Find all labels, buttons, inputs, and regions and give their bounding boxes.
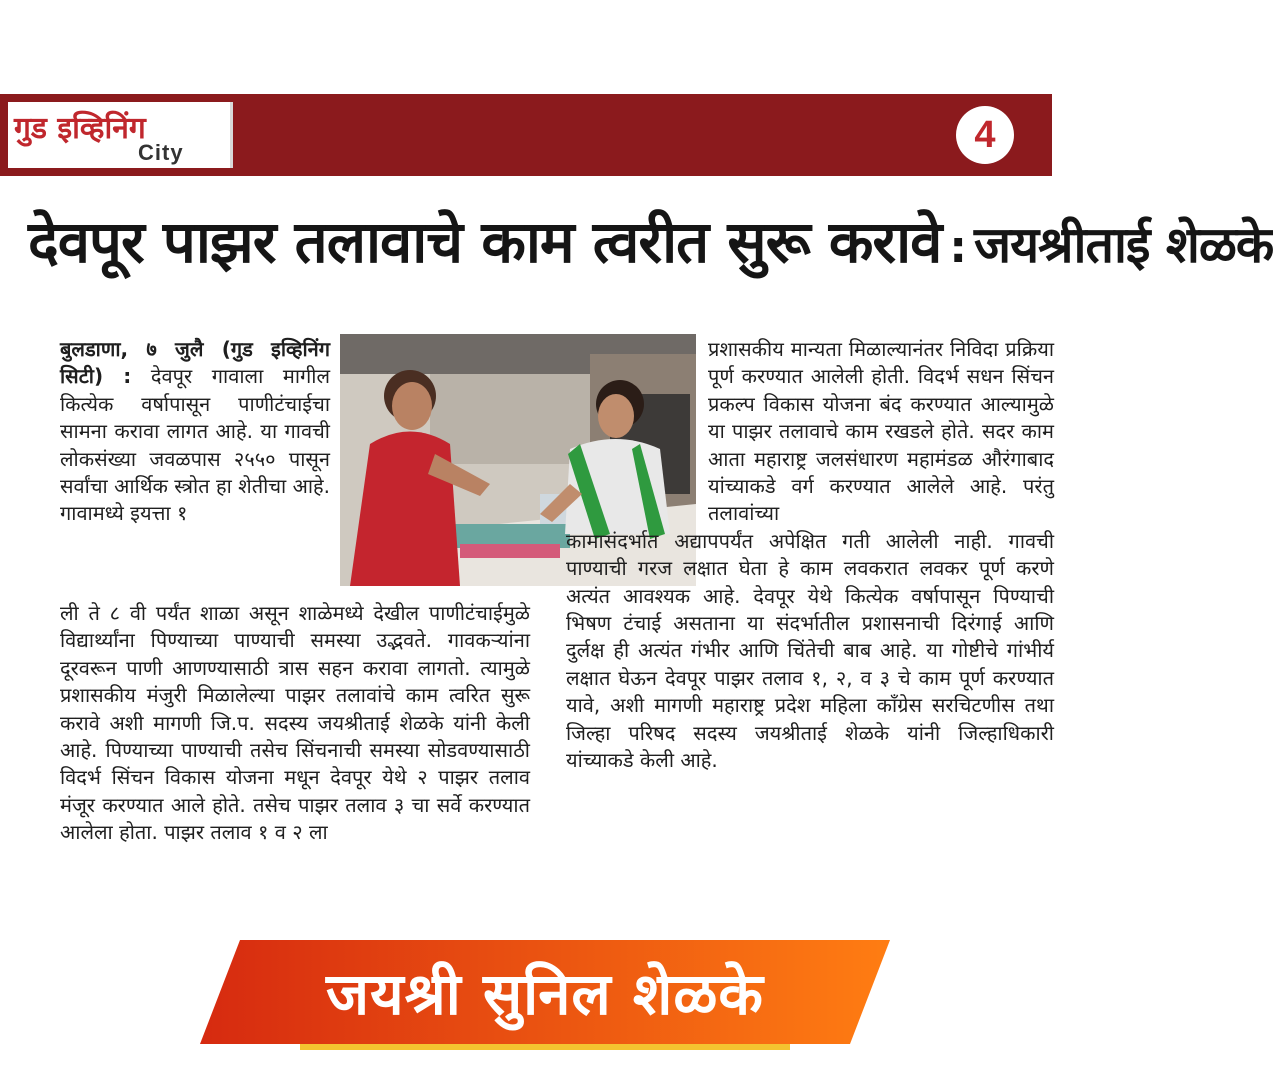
logo-title: गुड इव्हिनिंग — [14, 111, 146, 146]
headline-separator: : — [949, 222, 967, 273]
article-left-bottom-text: ली ते ८ वी पर्यंत शाळा असून शाळेमध्ये देखील पाणीटंचाईमुळे विद्यार्थ्यांना पिण्याच्या पाण्याची समस्या उद्भवते. गावकऱ्यांना दूरवरून पाणी आणण्यासाठी त्रास सहन करावा लागतो. त्यामुळे प्रशासकीय मंजुरी मिळालेल्या पाझर तलावांचे काम त्वरित सुरू करावे अशी मागणी जि.प. सदस्य जयश्रीताई शेळके यांनी केली आहे. पिण्याच्या पाण्याची तसेच सिंचनाची समस्या सोडवण्यासाठी विदर्भ सिंचन विकास योजना मधून देवपूर येथे २ पाझर तलाव मंजूर करण्यात आले होते. तसेच पाझर तलाव ३ चा सर्वे करण्यात आलेला होता. पाझर तलाव १ व २ ला — [60, 601, 530, 845]
newspaper-logo — [8, 102, 233, 168]
headline-byline: जयश्रीताई शेळके — [974, 216, 1273, 274]
article-column-left-bottom — [60, 600, 530, 847]
article-right-bottom-text: कामासंदर्भात अद्यापपर्यंत अपेक्षित गती आलेली नाही. गावची पाण्याची गरज लक्षात घेता हे काम लवकरात लवकर पूर्ण करणे अत्यंत आवश्यक आहे. देवपूर येथे कित्येक वर्षापासून पिण्याची भिषण टंचाई असताना या संदर्भातील प्रशासनाची दिरंगाई आणि दुर्लक्ष ही अत्यंत गंभीर आणि चिंतेची बाब आहे. या गोष्टीचे गांभीर्य लक्षात घेऊन देवपूर पाझर तलाव १, २, व ३ चे काम पूर्ण करण्यात यावे, अशी मागणी महाराष्ट्र प्रदेश महिला काँग्रेस सरचिटणीस तथा जिल्हा परिषद सदस्य जयश्रीताई शेळके यांनी जिल्हाधिकारी यांच्याकडे केली आहे. — [566, 528, 1054, 773]
article-column-left-top — [60, 336, 330, 528]
article-right-top-text: प्रशासकीय मान्यता मिळाल्यानंतर निविदा प्रक्रिया पूर्ण करण्यात आलेली होती. विदर्भ सधन सिंचन प्रकल्प विकास योजना बंद करण्यात आल्यामुळे या पाझर तलावाचे काम रखडले होते. सदर काम आता महाराष्ट्र जलसंधारण महामंडळ औरंगाबाद यांच्याकडे वर्ग करण्यात आलेले आहे. परंतु तलावांच्या — [708, 337, 1054, 526]
article-column-right — [566, 336, 1054, 775]
page-number-badge: 4 — [956, 106, 1014, 164]
article-dateline: बुलडाणा, ७ जुलै (गुड इव्हिनिंग सिटी) : — [60, 337, 330, 389]
person-name: जयश्री सुनिल शेळके — [326, 960, 764, 1028]
headline-main: देवपूर पाझर तलावाचे काम त्वरीत सुरू करावे — [28, 208, 942, 276]
masthead-bar — [0, 94, 1052, 176]
logo-subtitle: City — [138, 140, 184, 165]
headline — [28, 186, 1273, 298]
name-banner — [200, 940, 890, 1052]
article-left-top-text: देवपूर गावाला मागील कित्येक वर्षापासून पाणीटंचाईचा सामना करावा लागत आहे. या गावची लोकसंख्या जवळपास २५५० पासून सर्वांचा आर्थिक स्त्रोत हा शेतीचा आहे. गावामध्ये इयत्ता १ — [60, 364, 331, 526]
